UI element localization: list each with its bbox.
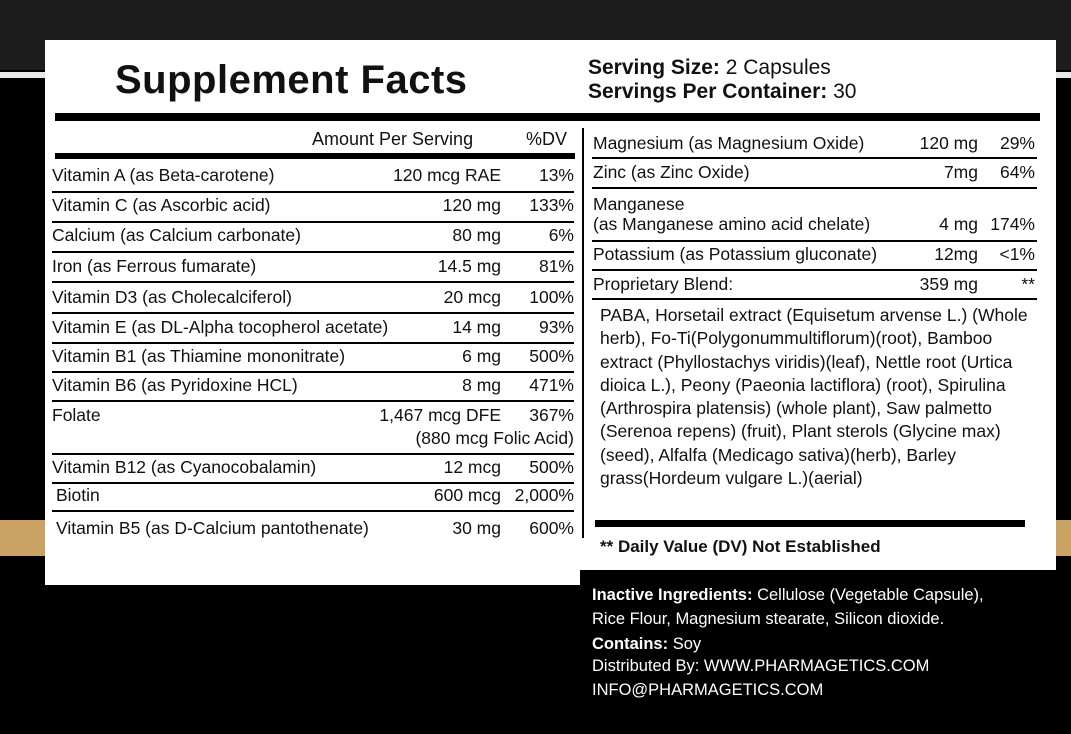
nutrient-dv: **	[1021, 274, 1035, 294]
contains-label: Contains:	[592, 635, 669, 653]
nutrient-dv: <1%	[999, 244, 1035, 264]
dv-not-established-note: ** Daily Value (DV) Not Established	[600, 537, 881, 556]
nutrient-amount: 14 mg	[452, 317, 501, 337]
nutrient-amount: 8 mg	[462, 375, 501, 395]
nutrient-dv: 500%	[529, 457, 574, 477]
nutrient-amount: 7mg	[943, 162, 978, 182]
folate-folic-acid: (880 mcg Folic Acid)	[415, 428, 574, 448]
nutrient-amount: 600 mcg	[433, 485, 501, 505]
nutrient-amount: 120 mcg RAE	[393, 165, 501, 185]
row-rule	[52, 453, 574, 455]
nutrient-amount: 1,467 mcg DFE	[379, 405, 501, 425]
serving-info	[588, 56, 856, 104]
nutrient-name: Vitamin B1 (as Thiamine mononitrate)	[52, 346, 346, 366]
column-divider	[582, 128, 584, 538]
nutrient-name: Vitamin B5 (as D-Calcium pantothenate)	[56, 518, 369, 538]
blend-rule	[592, 298, 1037, 300]
nutrient-amount: 80 mg	[452, 225, 501, 245]
serving-size-label: Serving Size:	[588, 56, 720, 79]
row-rule	[52, 371, 574, 373]
contains-value: Soy	[672, 635, 702, 653]
nutrient-name: Zinc (as Zinc Oxide)	[593, 162, 750, 182]
nutrient-name: Proprietary Blend:	[593, 274, 734, 294]
nutrient-amount: 120 mg	[919, 133, 978, 153]
row-rule	[592, 157, 1037, 159]
nutrient-name: Vitamin B6 (as Pyridoxine HCL)	[52, 375, 298, 395]
nutrient-name: Vitamin A (as Beta-carotene)	[52, 165, 275, 185]
dv-header: %DV	[526, 129, 568, 149]
gold-accent-left	[0, 520, 48, 556]
amount-per-serving-header: Amount Per Serving	[312, 129, 474, 149]
nutrient-dv: 100%	[529, 287, 574, 307]
label-title: Supplement Facts	[115, 58, 468, 102]
nutrient-name: Iron (as Ferrous fumarate)	[52, 256, 257, 276]
proprietary-blend-ingredients: PABA, Horsetail extract (Equisetum arvense L.) (Whole herb), Fo-Ti(Polygonummultiflorum)(root), Bamboo extract (Phyllostachys viridis)(leaf), Nettle root (Urtica dioica L.), Peony (Paeonia lactiflora) (root), Spirulina (Arthrospira platensis) (whole plant), Saw palmetto (Serenoa repens) (fruit), Plant sterols (Glycine max)(seed), Alfalfa (Medicago sativa)(herb), Barley grass(Hordeum vulgare L.)(aerial)	[600, 305, 1028, 489]
row-rule	[592, 240, 1037, 242]
nutrient-name: Magnesium (as Magnesium Oxide)	[593, 133, 865, 153]
nutrient-amount: 120 mg	[442, 195, 501, 215]
inactive-ingredients	[592, 586, 984, 605]
nutrient-amount: 12 mcg	[443, 457, 501, 477]
inactive-label: Inactive Ingredients:	[592, 586, 753, 604]
nutrient-amount: 4 mg	[939, 214, 978, 234]
nutrient-dv: 600%	[529, 518, 574, 538]
row-rule	[52, 221, 574, 223]
row-rule	[52, 400, 574, 402]
contact-email: INFO@PHARMAGETICS.COM	[592, 681, 824, 699]
header-thick-rule	[55, 113, 1040, 121]
nutrient-name: Folate	[52, 405, 101, 425]
nutrient-name: Vitamin D3 (as Cholecalciferol)	[52, 287, 292, 307]
nutrient-dv: 6%	[548, 225, 574, 245]
nutrient-name-source: (as Manganese amino acid chelate)	[593, 214, 871, 234]
column-header-rule	[55, 153, 575, 159]
row-rule	[52, 482, 574, 484]
nutrient-name: Vitamin B12 (as Cyanocobalamin)	[52, 457, 317, 477]
row-rule	[52, 510, 574, 512]
row-rule	[52, 191, 574, 193]
contains-line	[592, 635, 701, 654]
nutrient-name: Biotin	[56, 485, 100, 505]
nutrient-dv: 64%	[999, 162, 1035, 182]
distributed-by: Distributed By: WWW.PHARMAGETICS.COM	[592, 657, 930, 675]
nutrient-dv: 471%	[529, 375, 574, 395]
nutrient-dv: 13%	[538, 165, 574, 185]
nutrient-dv: 81%	[538, 256, 574, 276]
nutrient-name: Vitamin E (as DL-Alpha tocopherol acetate)	[52, 317, 389, 337]
inactive-value: Cellulose (Vegetable Capsule),	[757, 586, 984, 604]
nutrient-dv: 367%	[529, 405, 574, 425]
nutrient-amount: 6 mg	[462, 346, 501, 366]
nutrient-amount: 30 mg	[452, 518, 501, 538]
row-rule	[592, 187, 1037, 189]
nutrient-amount: 12mg	[934, 244, 978, 264]
row-rule	[52, 251, 574, 253]
nutrient-dv: 93%	[538, 317, 574, 337]
row-rule	[52, 281, 574, 283]
row-rule	[592, 269, 1037, 271]
row-rule	[52, 312, 574, 314]
row-rule	[52, 342, 574, 344]
nutrient-amount: 14.5 mg	[437, 256, 501, 276]
serving-size-value: 2 Capsules	[725, 56, 831, 79]
inactive-ingredients-cont: Rice Flour, Magnesium stearate, Silicon dioxide.	[592, 610, 945, 628]
nutrient-dv: 133%	[529, 195, 574, 215]
nutrient-name: Calcium (as Calcium carbonate)	[52, 225, 301, 245]
nutrient-amount: 20 mcg	[443, 287, 501, 307]
blend-bottom-rule	[595, 520, 1025, 527]
nutrient-name: Potassium (as Potassium gluconate)	[593, 244, 878, 264]
nutrient-name: Manganese	[593, 194, 685, 214]
nutrient-dv: 29%	[999, 133, 1035, 153]
nutrient-name: Vitamin C (as Ascorbic acid)	[52, 195, 271, 215]
servings-per-container-label: Servings Per Container:	[588, 80, 828, 103]
nutrient-dv: 174%	[990, 214, 1035, 234]
nutrient-dv: 500%	[529, 346, 574, 366]
nutrient-dv: 2,000%	[514, 485, 574, 505]
servings-per-container-value: 30	[833, 80, 857, 103]
nutrient-amount: 359 mg	[919, 274, 978, 294]
